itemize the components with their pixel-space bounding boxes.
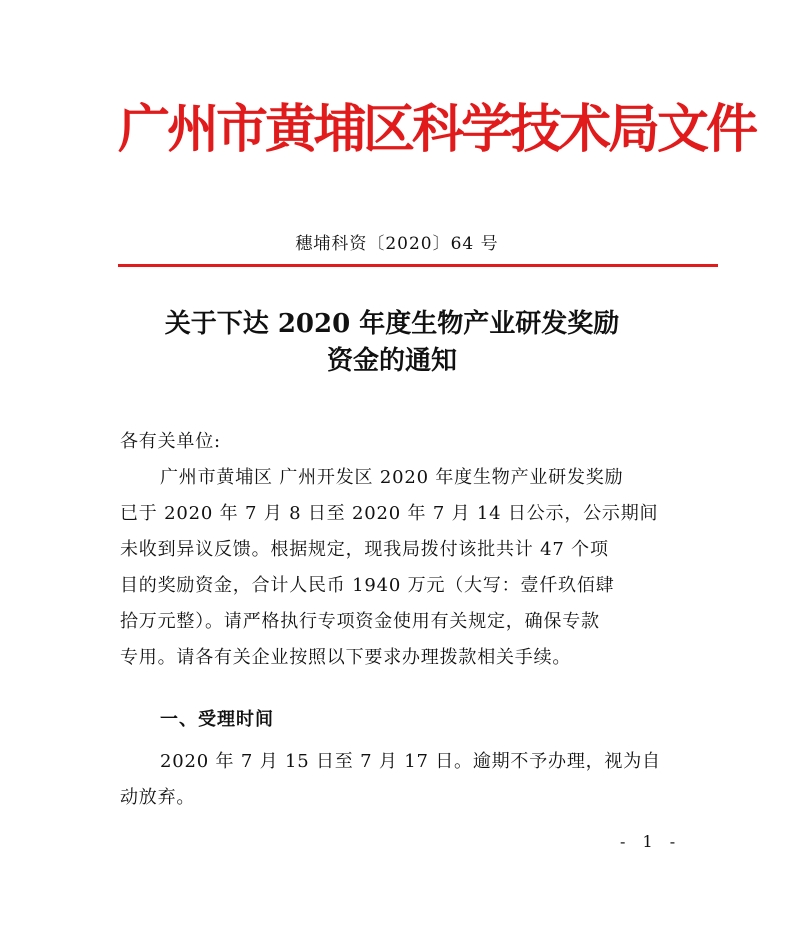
paragraph-line: 动放弃。 [120,787,196,808]
paragraph-line: 专用。请各有关企业按照以下要求办理拨款相关手续。 [120,647,572,668]
salutation: 各有关单位: [120,431,221,452]
paragraph-line: 广州市黄埔区 广州开发区 2020 年度生物产业研发奖励 [160,467,624,488]
paragraph-line: 未收到异议反馈。根据规定，现我局拨付该批共计 47 个项 [120,539,609,560]
paragraph-line: 拾万元整）。请严格执行专项资金使用有关规定，确保专款 [120,611,600,632]
issuer-header-title: 广州市黄埔区科学技术局文件 [118,99,756,160]
notice-title-line-1: 关于下达 2020 年度生物产业研发奖励 [164,309,620,339]
section-heading: 一、受理时间 [160,709,274,730]
page-number: - 1 - [620,832,682,851]
red-divider-line [118,264,718,267]
document-number: 穗埔科资〔2020〕64 号 [295,234,499,254]
notice-title-line-2: 资金的通知 [326,346,457,376]
paragraph-line: 2020 年 7 月 15 日至 7 月 17 日。逾期不予办理，视为自 [160,751,661,772]
paragraph-line: 已于 2020 年 7 月 8 日至 2020 年 7 月 14 日公示，公示期间 [120,503,659,524]
paragraph-line: 目的奖励资金，合计人民币 1940 万元（大写：壹仟玖佰肆 [120,575,615,596]
